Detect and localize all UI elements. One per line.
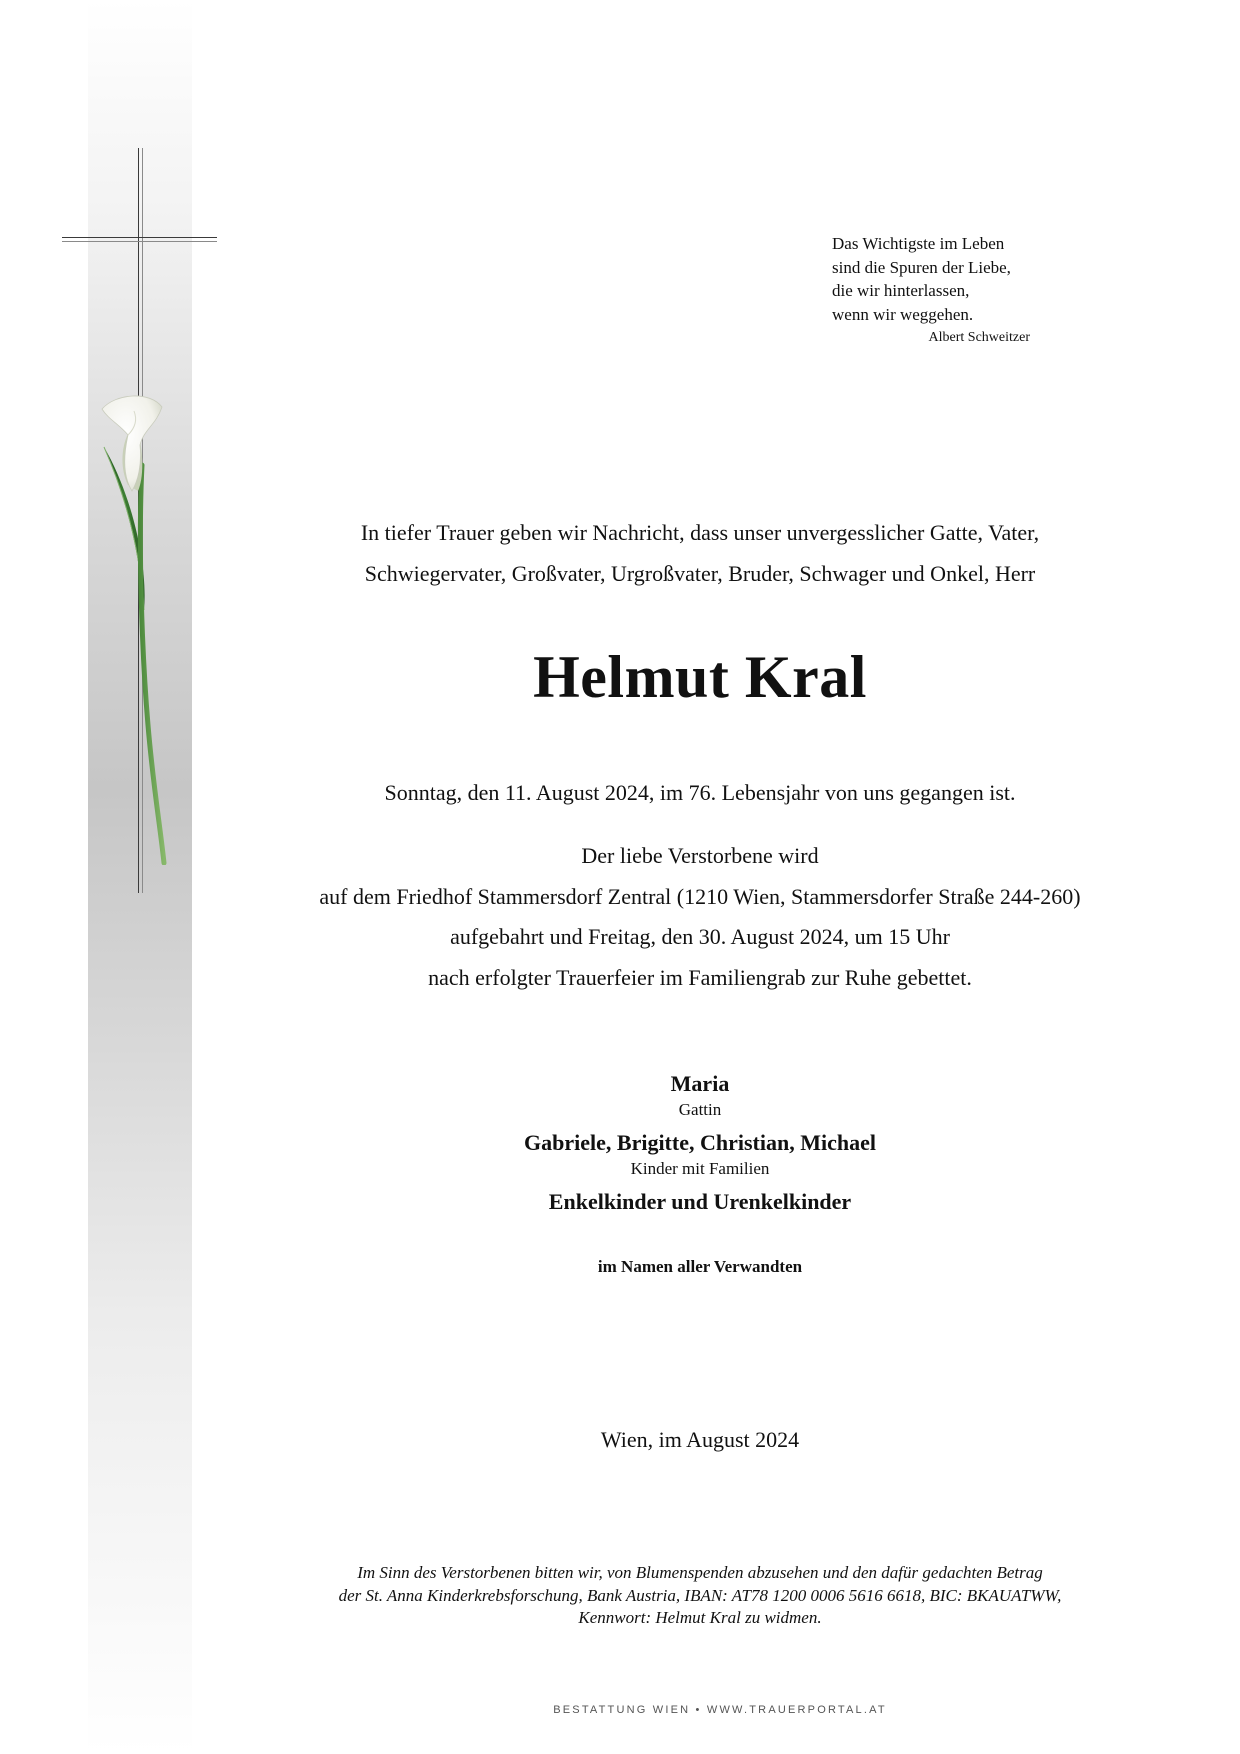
quote-line: Das Wichtigste im Leben [832,234,1005,253]
donation-request [160,1562,1240,1630]
announcement-intro [160,512,1240,594]
mourner-role: Gattin [678,1100,722,1119]
quote-line: sind die Spuren der Liebe, [832,257,1011,277]
deceased-name: Helmut Kral [533,644,867,710]
donation-line: Kennwort: Helmut Kral zu widmen. [578,1608,822,1627]
mourner-name: Gabriele, Brigitte, Christian, Michael [524,1130,876,1155]
quote-line: wenn wir weggehen. [832,304,974,324]
burial-line: nach erfolgter Trauerfeier im Familiengrab zur Ruhe gebettet. [428,964,972,990]
place-and-date: Wien, im August 2024 [600,1427,800,1452]
burial-details [160,836,1240,998]
mourner-name: Maria [670,1071,730,1096]
passing-statement: Sonntag, den 11. August 2024, im 76. Lebensjahr von uns gegangen ist. [384,780,1016,805]
mourner-role: Kinder mit Familien [630,1159,770,1178]
mourners-list [160,1069,1240,1217]
memorial-quote [832,232,1062,350]
donation-line: der St. Anna Kinderkrebsforschung, Bank Austria, IBAN: AT78 1200 0006 5616 6618, BIC: BKAUATWW, [338,1585,1062,1605]
on-behalf-note: im Namen aller Verwandten [597,1257,803,1276]
intro-line: Schwiegervater, Großvater, Urgroßvater, Bruder, Schwager und Onkel, Herr [364,561,1036,586]
burial-line: aufgebahrt und Freitag, den 30. August 2024, um 15 Uhr [450,924,950,949]
footer-credit: BESTATTUNG WIEN • WWW.TRAUERPORTAL.AT [553,1704,887,1716]
quote-author: Albert Schweitzer [928,330,1030,345]
burial-line: auf dem Friedhof Stammersdorf Zentral (1210 Wien, Stammersdorfer Straße 244-260) [319,883,1081,909]
intro-line: In tiefer Trauer geben wir Nachricht, dass unser unvergesslicher Gatte, Vater, [360,520,1040,545]
mourner-name: Enkelkinder und Urenkelkinder [548,1189,852,1214]
burial-line: Der liebe Verstorbene wird [581,843,819,868]
donation-line: Im Sinn des Verstorbenen bitten wir, von Blumenspenden abzusehen und den dafür gedachten Betrag [357,1563,1043,1582]
quote-line: die wir hinterlassen, [832,281,970,300]
